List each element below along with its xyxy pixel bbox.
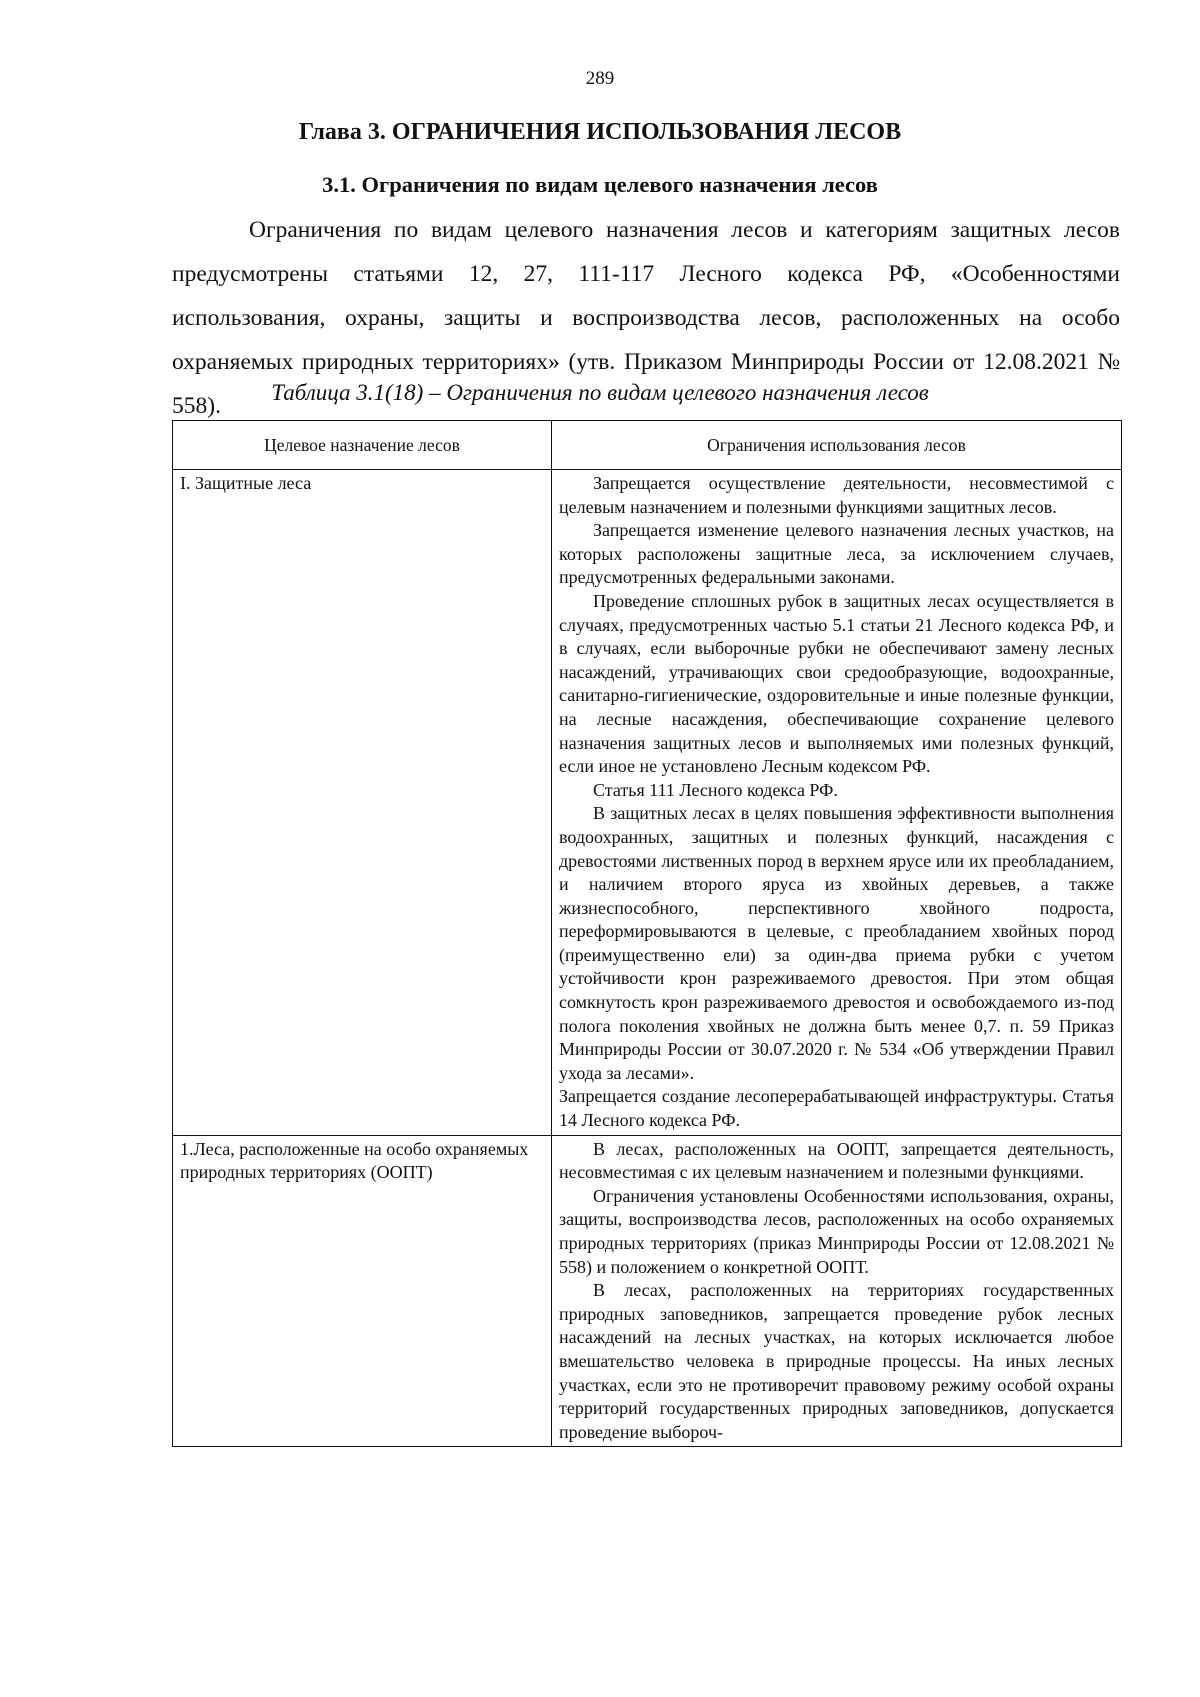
restriction-paragraph: Статья 111 Лесного кодекса РФ. [593, 779, 838, 800]
restriction-paragraph: Запрещается изменение целевого назначения лесных участков, на которых расположены защитные леса, за исключением случаев, предусмотренных федеральными законами. [559, 520, 1114, 588]
chapter-title: Глава 3. ОГРАНИЧЕНИЯ ИСПОЛЬЗОВАНИЯ ЛЕСОВ [298, 119, 902, 145]
table-row-oopt-forests [173, 1135, 1122, 1447]
restriction-paragraph: В лесах, расположенных на ООПТ, запрещается деятельность, несовместимая с их целевым назначением и полезными функциями. [559, 1138, 1114, 1183]
table-caption: Таблица 3.1(18) – Ограничения по видам целевого назначения лесов [271, 380, 929, 405]
purpose-cell: I. Защитные леса [173, 470, 552, 1136]
column-header-restrictions: Ограничения использования лесов [552, 421, 1122, 470]
restrictions-table [172, 420, 1122, 1447]
restrictions-cell [552, 1135, 1122, 1447]
table-header-row [173, 421, 1122, 470]
column-header-purpose: Целевое назначение лесов [173, 421, 552, 470]
restriction-paragraph: Проведение сплошных рубок в защитных лесах осуществляется в случаях, предусмотренных частью 5.1 статьи 21 Лесного кодекса РФ, и в случаях, если выборочные рубки не обеспечивают замену лесных насаждений, утрачивающих свои средообразующие, водоохранные, санитарно-гигиенические, оздоровительные и иные полезные функции, на лесные насаждения, обеспечивающие сохранение целевого назначения защитных лесов и выполняемых ими полезных функций, если иное не установлено Лесным кодексом РФ. [559, 590, 1114, 777]
restriction-paragraph: В защитных лесах в целях повышения эффективности выполнения водоохранных, защитных и полезных функций, насаждения с древостоями лиственных пород в верхнем ярусе или их преобладанием, и наличием второго яруса из хвойных деревьев, а также жизнеспособного, перспективного хвойного подроста, переформировываются в целевые, с преобладанием хвойных пород (преимущественно ели) за один-два приема рубки с учетом устойчивости крон разреживаемого древостоя. При этом общая сомкнутость крон разреживаемого древостоя и освобождаемого из-под полога поколения хвойных не должна быть менее 0,7. п. 59 Приказ Минприроды России от 30.07.2020 г. № 534 «Об утверждении Правил ухода за лесами». [559, 803, 1114, 1083]
restriction-paragraph: В лесах, расположенных на территориях государственных природных заповедников, запрещается проведение рубок лесных насаждений на лесных участках, на которых исключается любое вмешательство человека в природные процессы. На иных лесных участках, если это не противоречит правовому режиму особой охраны территорий государственных природных заповедников, допускается проведение выбороч- [559, 1280, 1114, 1442]
restriction-paragraph: Запрещается создание лесоперерабатывающей инфраструктуры. Статья 14 Лесного кодекса РФ. [559, 1086, 1114, 1131]
purpose-cell: 1.Леса, расположенные на особо охраняемых природных территориях (ООПТ) [173, 1135, 552, 1447]
page-number: 289 [585, 68, 615, 89]
restriction-paragraph: Ограничения установлены Особенностями использования, охраны, защиты, воспроизводства лесов, расположенных на особо охраняемых природных территориях (приказ Минприроды России от 12.08.2021 № 558) и положением о конкретной ООПТ. [559, 1185, 1114, 1277]
section-title: 3.1. Ограничения по видам целевого назначения лесов [322, 172, 878, 197]
table-row-protective-forests [173, 470, 1122, 1136]
intro-paragraph: Ограничения по видам целевого назначения лесов и категориям защитных лесов предусмотрены статьями 12, 27, 111-117 Лесного кодекса РФ, «Особенностями использования, охраны, защиты и воспроизводства лесов, расположенных на особо охраняемых природных территориях» (утв. Приказом Минприроды России от 12.08.2021 № 558). [172, 217, 1120, 419]
restriction-paragraph: Запрещается осуществление деятельности, несовместимой с целевым назначением и полезными функциями защитных лесов. [559, 473, 1114, 517]
restrictions-cell [552, 470, 1122, 1136]
